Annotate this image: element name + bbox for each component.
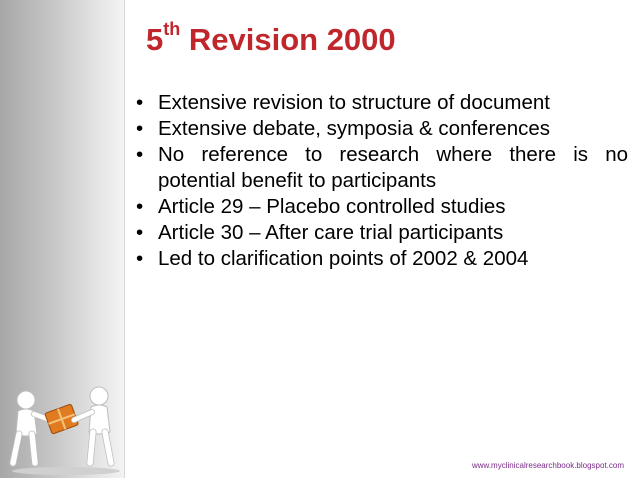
bullet-item (136, 194, 628, 220)
two-figures-handing-package-icon (4, 370, 128, 478)
bullet-dot: • (136, 117, 144, 140)
bullet-dot: • (136, 143, 144, 166)
slide-title (146, 19, 396, 58)
bullet-text: Article 30 – After care trial participants (158, 221, 504, 244)
bullet-text: Led to clarification points of 2002 & 2004 (158, 247, 529, 270)
bullet-item (136, 142, 628, 194)
bullet-dot: • (136, 247, 144, 270)
footer-url: www.myclinicalresearchbook.blogspot.com (471, 461, 624, 470)
bullet-dot: • (136, 195, 144, 218)
bullet-list (136, 90, 628, 272)
bullet-item (136, 220, 628, 246)
bullet-dot: • (136, 91, 144, 114)
bullet-dot: • (136, 221, 144, 244)
bullet-item (136, 116, 628, 142)
title-number: 5 (146, 22, 164, 57)
bullet-text: Extensive revision to structure of document (158, 91, 550, 114)
bullet-item (136, 246, 628, 272)
title-text: Revision 2000 (188, 22, 396, 57)
bullet-text: Article 29 – Placebo controlled studies (158, 195, 506, 218)
bullet-text: No reference to research where there is no potential benefit to participants (158, 143, 628, 192)
bullet-text: Extensive debate, symposia & conferences (158, 117, 550, 140)
bullet-item (136, 90, 628, 116)
title-superscript: th (163, 19, 181, 39)
